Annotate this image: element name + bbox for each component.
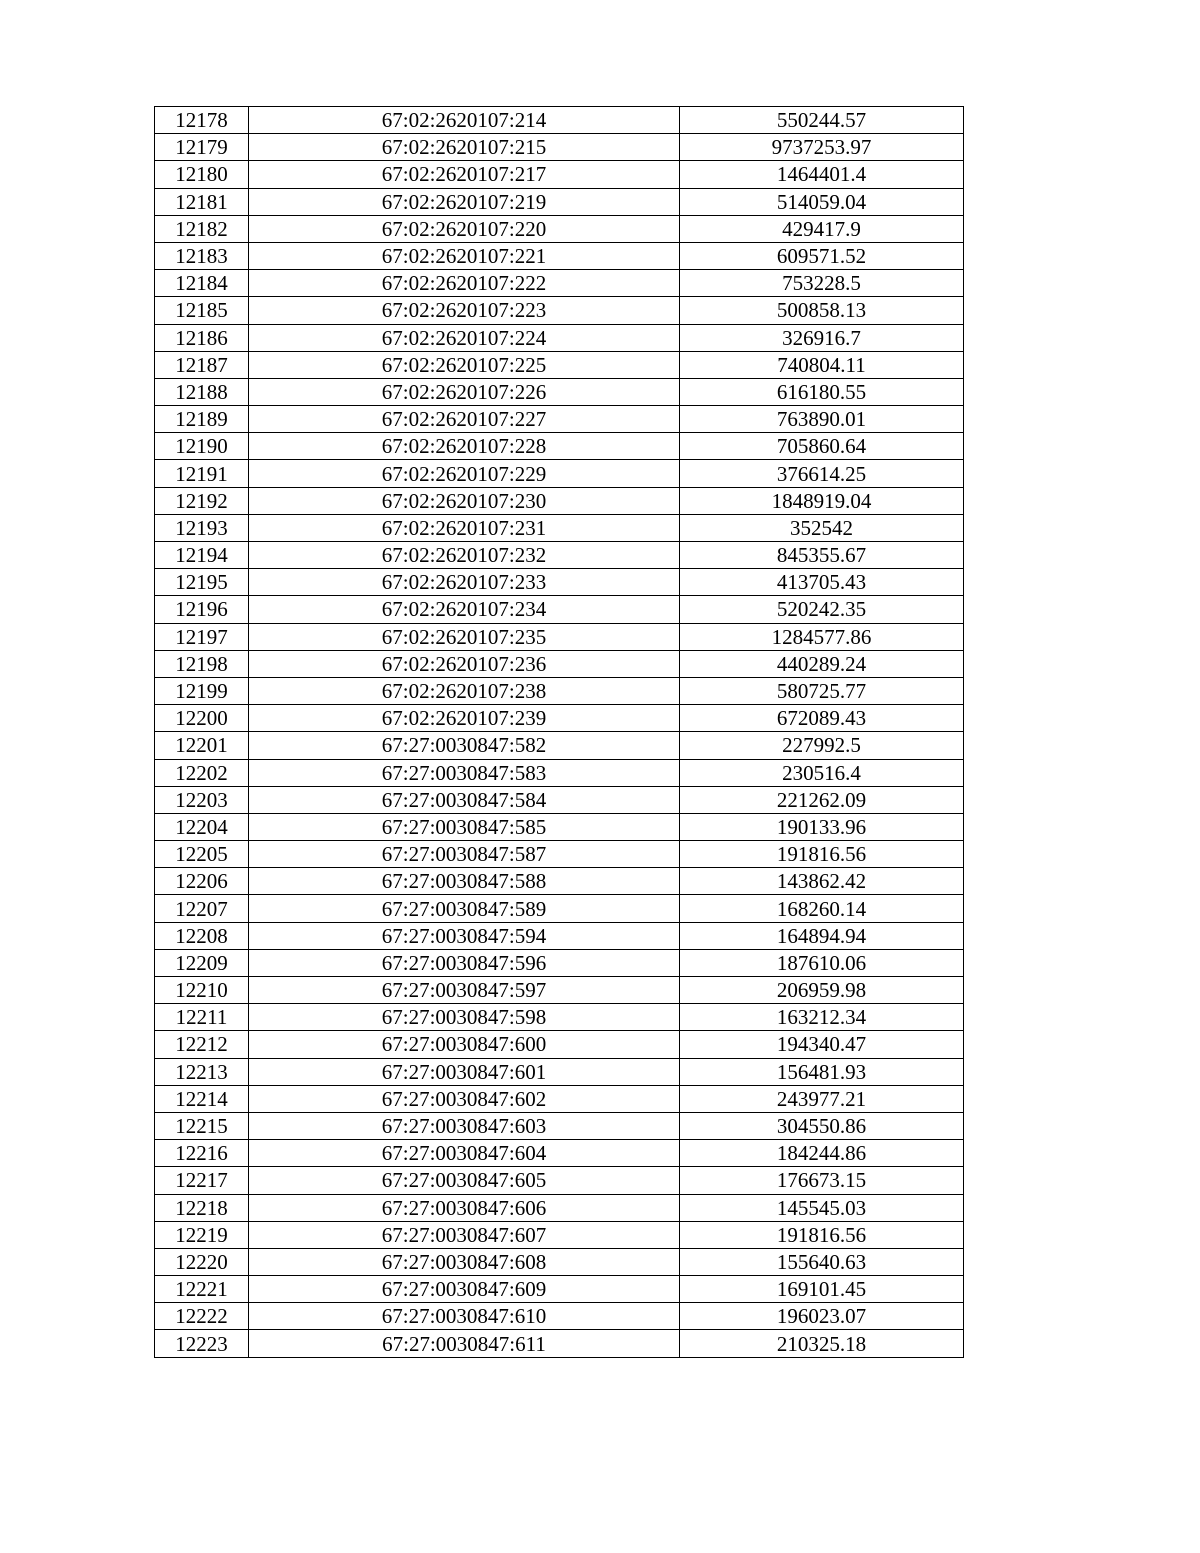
value-cell: 164894.94 [680, 922, 964, 949]
row-number-cell: 12213 [155, 1058, 249, 1085]
table-row [155, 107, 964, 134]
cadastral-number-cell: 67:27:0030847:604 [249, 1140, 680, 1167]
cadastral-number-cell: 67:27:0030847:584 [249, 786, 680, 813]
row-number-cell: 12197 [155, 623, 249, 650]
cadastral-number-cell: 67:02:2620107:214 [249, 107, 680, 134]
cadastral-number-cell: 67:02:2620107:229 [249, 460, 680, 487]
value-cell: 705860.64 [680, 433, 964, 460]
row-number-cell: 12187 [155, 351, 249, 378]
cadastral-number-cell: 67:27:0030847:602 [249, 1085, 680, 1112]
value-cell: 520242.35 [680, 596, 964, 623]
table-row [155, 841, 964, 868]
table-row [155, 270, 964, 297]
cadastral-number-cell: 67:02:2620107:230 [249, 487, 680, 514]
cadastral-number-cell: 67:27:0030847:588 [249, 868, 680, 895]
cadastral-number-cell: 67:27:0030847:596 [249, 949, 680, 976]
cadastral-number-cell: 67:02:2620107:236 [249, 650, 680, 677]
table-row [155, 297, 964, 324]
value-cell: 191816.56 [680, 841, 964, 868]
row-number-cell: 12199 [155, 677, 249, 704]
row-number-cell: 12208 [155, 922, 249, 949]
value-cell: 1284577.86 [680, 623, 964, 650]
table-row [155, 1303, 964, 1330]
table-row [155, 1058, 964, 1085]
row-number-cell: 12185 [155, 297, 249, 324]
row-number-cell: 12178 [155, 107, 249, 134]
value-cell: 191816.56 [680, 1221, 964, 1248]
row-number-cell: 12203 [155, 786, 249, 813]
table-row [155, 324, 964, 351]
table-row [155, 1330, 964, 1357]
value-cell: 168260.14 [680, 895, 964, 922]
cadastral-number-cell: 67:27:0030847:607 [249, 1221, 680, 1248]
cadastral-number-cell: 67:02:2620107:234 [249, 596, 680, 623]
row-number-cell: 12192 [155, 487, 249, 514]
value-cell: 190133.96 [680, 813, 964, 840]
row-number-cell: 12180 [155, 161, 249, 188]
row-number-cell: 12198 [155, 650, 249, 677]
row-number-cell: 12223 [155, 1330, 249, 1357]
cadastral-number-cell: 67:02:2620107:223 [249, 297, 680, 324]
row-number-cell: 12220 [155, 1248, 249, 1275]
value-cell: 143862.42 [680, 868, 964, 895]
value-cell: 352542 [680, 514, 964, 541]
value-cell: 514059.04 [680, 188, 964, 215]
cadastral-number-cell: 67:02:2620107:220 [249, 215, 680, 242]
table-row [155, 868, 964, 895]
cadastral-number-cell: 67:02:2620107:232 [249, 542, 680, 569]
data-table [154, 106, 964, 1358]
table-row [155, 242, 964, 269]
table-row [155, 460, 964, 487]
value-cell: 845355.67 [680, 542, 964, 569]
row-number-cell: 12183 [155, 242, 249, 269]
value-cell: 429417.9 [680, 215, 964, 242]
table-row [155, 1031, 964, 1058]
cadastral-number-cell: 67:02:2620107:233 [249, 569, 680, 596]
cadastral-number-cell: 67:27:0030847:609 [249, 1276, 680, 1303]
table-row [155, 1194, 964, 1221]
value-cell: 145545.03 [680, 1194, 964, 1221]
cadastral-number-cell: 67:27:0030847:608 [249, 1248, 680, 1275]
cadastral-number-cell: 67:02:2620107:228 [249, 433, 680, 460]
row-number-cell: 12182 [155, 215, 249, 242]
row-number-cell: 12209 [155, 949, 249, 976]
value-cell: 155640.63 [680, 1248, 964, 1275]
table-row [155, 922, 964, 949]
value-cell: 176673.15 [680, 1167, 964, 1194]
cadastral-number-cell: 67:27:0030847:600 [249, 1031, 680, 1058]
table-row [155, 487, 964, 514]
value-cell: 304550.86 [680, 1112, 964, 1139]
row-number-cell: 12219 [155, 1221, 249, 1248]
value-cell: 9737253.97 [680, 134, 964, 161]
row-number-cell: 12186 [155, 324, 249, 351]
value-cell: 206959.98 [680, 977, 964, 1004]
cadastral-number-cell: 67:02:2620107:217 [249, 161, 680, 188]
cadastral-number-cell: 67:02:2620107:225 [249, 351, 680, 378]
table-row [155, 1004, 964, 1031]
table-row [155, 161, 964, 188]
value-cell: 243977.21 [680, 1085, 964, 1112]
table-row [155, 569, 964, 596]
value-cell: 609571.52 [680, 242, 964, 269]
row-number-cell: 12218 [155, 1194, 249, 1221]
row-number-cell: 12204 [155, 813, 249, 840]
value-cell: 326916.7 [680, 324, 964, 351]
table-row [155, 378, 964, 405]
table-row [155, 949, 964, 976]
row-number-cell: 12217 [155, 1167, 249, 1194]
table-row [155, 215, 964, 242]
cadastral-number-cell: 67:02:2620107:231 [249, 514, 680, 541]
table-row [155, 977, 964, 1004]
cadastral-number-cell: 67:02:2620107:227 [249, 406, 680, 433]
value-cell: 740804.11 [680, 351, 964, 378]
value-cell: 230516.4 [680, 759, 964, 786]
value-cell: 1464401.4 [680, 161, 964, 188]
cadastral-number-cell: 67:27:0030847:610 [249, 1303, 680, 1330]
value-cell: 616180.55 [680, 378, 964, 405]
cadastral-number-cell: 67:27:0030847:606 [249, 1194, 680, 1221]
table-row [155, 1276, 964, 1303]
cadastral-number-cell: 67:02:2620107:224 [249, 324, 680, 351]
table-row [155, 623, 964, 650]
row-number-cell: 12202 [155, 759, 249, 786]
cadastral-number-cell: 67:27:0030847:598 [249, 1004, 680, 1031]
cadastral-number-cell: 67:02:2620107:226 [249, 378, 680, 405]
table-row [155, 1112, 964, 1139]
row-number-cell: 12191 [155, 460, 249, 487]
cadastral-number-cell: 67:27:0030847:585 [249, 813, 680, 840]
value-cell: 550244.57 [680, 107, 964, 134]
value-cell: 163212.34 [680, 1004, 964, 1031]
row-number-cell: 12222 [155, 1303, 249, 1330]
row-number-cell: 12195 [155, 569, 249, 596]
row-number-cell: 12205 [155, 841, 249, 868]
cadastral-number-cell: 67:27:0030847:594 [249, 922, 680, 949]
row-number-cell: 12193 [155, 514, 249, 541]
row-number-cell: 12200 [155, 705, 249, 732]
table-row [155, 759, 964, 786]
value-cell: 763890.01 [680, 406, 964, 433]
value-cell: 184244.86 [680, 1140, 964, 1167]
cadastral-number-cell: 67:27:0030847:583 [249, 759, 680, 786]
table-row [155, 406, 964, 433]
cadastral-number-cell: 67:27:0030847:605 [249, 1167, 680, 1194]
cadastral-number-cell: 67:27:0030847:587 [249, 841, 680, 868]
row-number-cell: 12190 [155, 433, 249, 460]
table-row [155, 1140, 964, 1167]
row-number-cell: 12196 [155, 596, 249, 623]
value-cell: 169101.45 [680, 1276, 964, 1303]
row-number-cell: 12212 [155, 1031, 249, 1058]
table-row [155, 134, 964, 161]
row-number-cell: 12211 [155, 1004, 249, 1031]
row-number-cell: 12194 [155, 542, 249, 569]
table-row [155, 351, 964, 378]
value-cell: 196023.07 [680, 1303, 964, 1330]
cadastral-number-cell: 67:27:0030847:597 [249, 977, 680, 1004]
table-row [155, 732, 964, 759]
table-body [155, 107, 964, 1358]
row-number-cell: 12216 [155, 1140, 249, 1167]
value-cell: 210325.18 [680, 1330, 964, 1357]
cadastral-number-cell: 67:27:0030847:601 [249, 1058, 680, 1085]
row-number-cell: 12207 [155, 895, 249, 922]
value-cell: 440289.24 [680, 650, 964, 677]
row-number-cell: 12206 [155, 868, 249, 895]
row-number-cell: 12214 [155, 1085, 249, 1112]
value-cell: 580725.77 [680, 677, 964, 704]
cadastral-number-cell: 67:02:2620107:239 [249, 705, 680, 732]
table-row [155, 188, 964, 215]
table-row [155, 542, 964, 569]
table-row [155, 433, 964, 460]
cadastral-number-cell: 67:27:0030847:589 [249, 895, 680, 922]
table-row [155, 1085, 964, 1112]
row-number-cell: 12215 [155, 1112, 249, 1139]
table-row [155, 705, 964, 732]
value-cell: 227992.5 [680, 732, 964, 759]
cadastral-number-cell: 67:02:2620107:235 [249, 623, 680, 650]
cadastral-number-cell: 67:02:2620107:215 [249, 134, 680, 161]
row-number-cell: 12189 [155, 406, 249, 433]
value-cell: 413705.43 [680, 569, 964, 596]
row-number-cell: 12179 [155, 134, 249, 161]
cadastral-number-cell: 67:02:2620107:219 [249, 188, 680, 215]
cadastral-number-cell: 67:02:2620107:238 [249, 677, 680, 704]
table-row [155, 1167, 964, 1194]
row-number-cell: 12201 [155, 732, 249, 759]
cadastral-number-cell: 67:27:0030847:611 [249, 1330, 680, 1357]
cadastral-number-cell: 67:02:2620107:221 [249, 242, 680, 269]
value-cell: 753228.5 [680, 270, 964, 297]
value-cell: 194340.47 [680, 1031, 964, 1058]
table-row [155, 1248, 964, 1275]
row-number-cell: 12188 [155, 378, 249, 405]
table-row [155, 650, 964, 677]
row-number-cell: 12184 [155, 270, 249, 297]
table-row [155, 1221, 964, 1248]
row-number-cell: 12210 [155, 977, 249, 1004]
value-cell: 672089.43 [680, 705, 964, 732]
value-cell: 221262.09 [680, 786, 964, 813]
row-number-cell: 12181 [155, 188, 249, 215]
value-cell: 187610.06 [680, 949, 964, 976]
value-cell: 156481.93 [680, 1058, 964, 1085]
table-row [155, 895, 964, 922]
value-cell: 1848919.04 [680, 487, 964, 514]
cadastral-number-cell: 67:27:0030847:582 [249, 732, 680, 759]
table-row [155, 786, 964, 813]
row-number-cell: 12221 [155, 1276, 249, 1303]
table-row [155, 514, 964, 541]
cadastral-number-cell: 67:02:2620107:222 [249, 270, 680, 297]
value-cell: 500858.13 [680, 297, 964, 324]
table-row [155, 596, 964, 623]
table-row [155, 677, 964, 704]
value-cell: 376614.25 [680, 460, 964, 487]
cadastral-number-cell: 67:27:0030847:603 [249, 1112, 680, 1139]
table-row [155, 813, 964, 840]
